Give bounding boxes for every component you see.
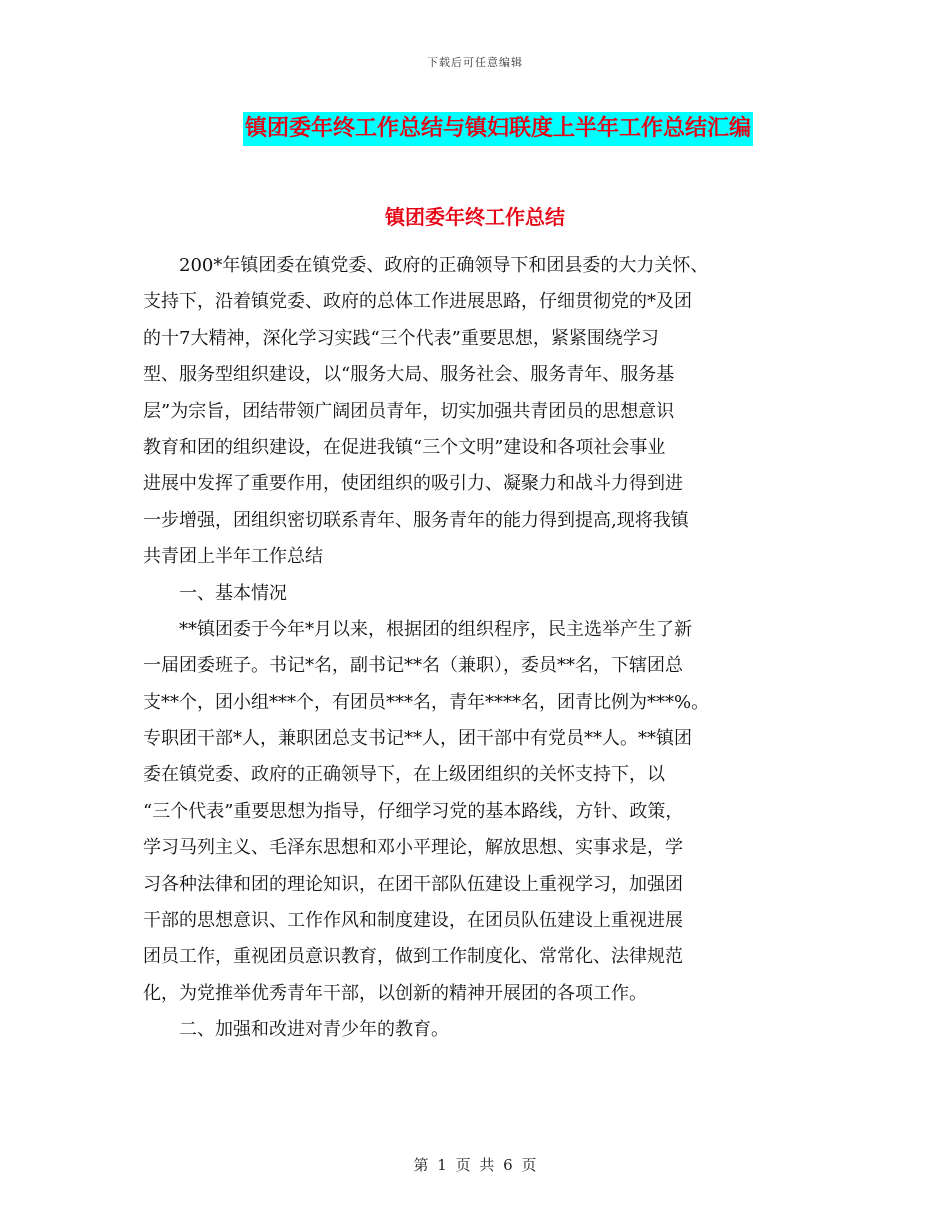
body-line: 一步增强，团组织密切联系青年、服务青年的能力得到提高,现将我镇 <box>143 509 689 531</box>
body-line: 干部的思想意识、工作作风和制度建设，在团员队伍建设上重视进展 <box>143 910 683 932</box>
body-line: 的十7大精神，深化学习实践“三个代表”重要思想，紧紧围绕学习 <box>143 327 659 349</box>
main-title-container <box>0 112 950 146</box>
body-line: 支**个，团小组***个，有团员***名，青年****名，团青比例为***%。 <box>143 691 710 713</box>
body-line: 委在镇党委、政府的正确领导下，在上级团组织的关怀支持下，以 <box>143 764 665 786</box>
body-line: 教育和团的组织建设，在促进我镇“三个文明”建设和各项社会事业 <box>143 436 666 458</box>
body-line: 习各种法律和团的理论知识，在团干部队伍建设上重视学习，加强团 <box>143 873 683 895</box>
body-line: 型、服务型组织建设，以“服务大局、服务社会、服务青年、服务基 <box>143 364 675 386</box>
body-line: 进展中发挥了重要作用，使团组织的吸引力、凝聚力和战斗力得到进 <box>143 473 683 495</box>
body-line: 层”为宗旨，团结带领广阔团员青年，切实加强共青团员的思想意识 <box>143 400 675 422</box>
heading-basic-situation: 一、基本情况 <box>143 582 287 604</box>
page-header-note: 下载后可任意编辑 <box>427 56 523 69</box>
section-title: 镇团委年终工作总结 <box>385 205 565 229</box>
heading-youth-education: 二、加强和改进对青少年的教育。 <box>143 1019 449 1041</box>
document-body <box>143 248 815 1049</box>
document-main-title: 镇团委年终工作总结与镇妇联度上半年工作总结汇编 <box>243 112 753 146</box>
body-line: 专职团干部*人，兼职团总支书记**人，团干部中有党员**人。**镇团 <box>143 728 692 750</box>
body-line: **镇团委于今年*月以来，根据团的组织程序，民主选举产生了新 <box>143 618 692 640</box>
body-line: 支持下，沿着镇党委、政府的总体工作进展思路，仔细贯彻党的*及团 <box>143 291 692 313</box>
body-line: 一届团委班子。书记*名，副书记**名（兼职），委员**名，下辖团总 <box>143 655 683 677</box>
body-line: 团员工作，重视团员意识教育，做到工作制度化、常常化、法律规范 <box>143 946 683 968</box>
body-line: “三个代表”重要思想为指导，仔细学习党的基本路线，方针、政策， <box>143 800 684 822</box>
body-line: 共青团上半年工作总结 <box>143 546 323 568</box>
body-line: 化，为党推举优秀青年干部，以创新的精神开展团的各项工作。 <box>143 982 647 1004</box>
page-number-footer: 第 1 页 共 6 页 <box>413 1156 537 1174</box>
body-line: 200*年镇团委在镇党委、政府的正确领导下和团县委的大力关怀、 <box>143 255 709 276</box>
body-line: 学习马列主义、毛泽东思想和邓小平理论，解放思想、实事求是，学 <box>143 837 683 859</box>
